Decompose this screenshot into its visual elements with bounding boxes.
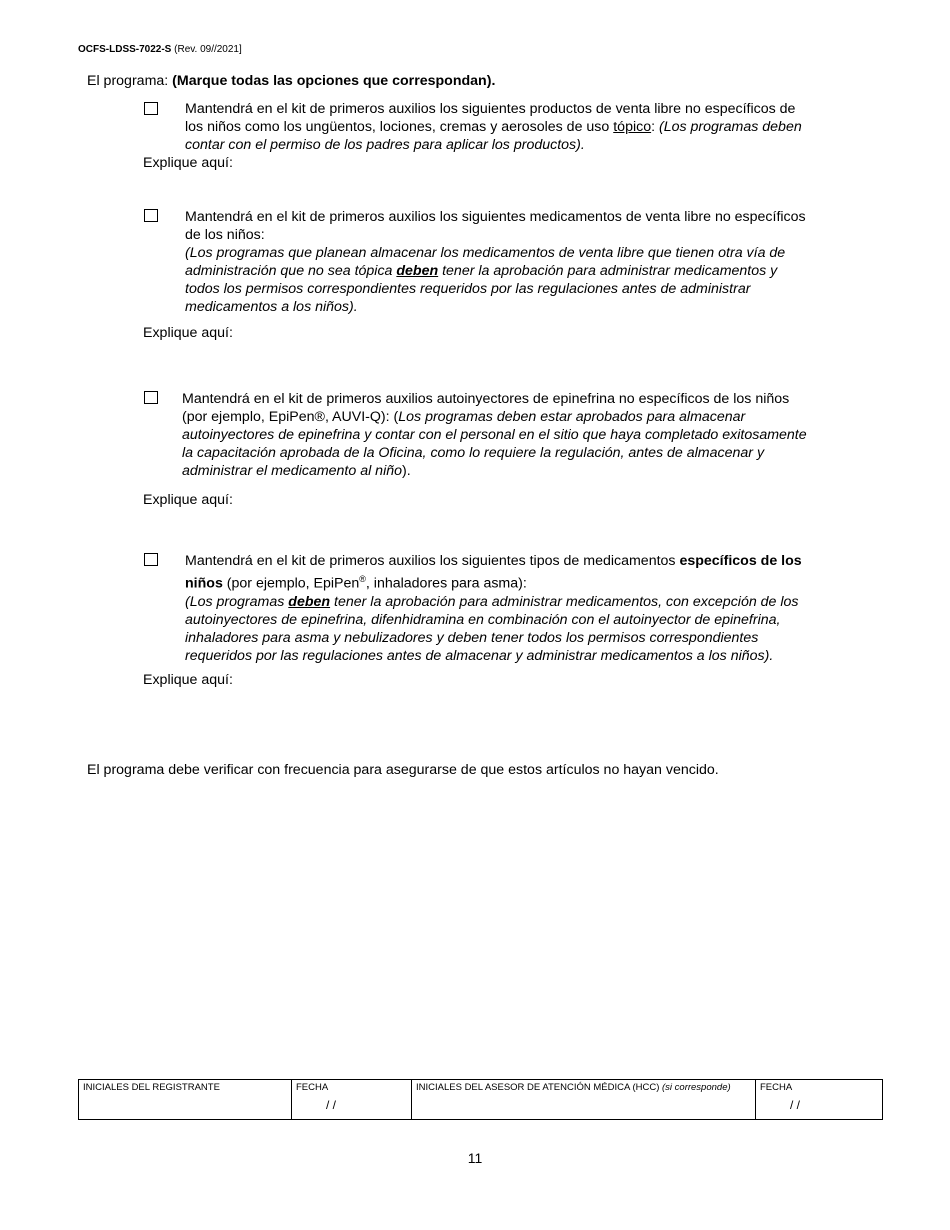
date-cell-1[interactable] bbox=[292, 1080, 412, 1120]
explain-label: Explique aquí: bbox=[143, 325, 233, 341]
checkbox-otc-topical[interactable] bbox=[144, 102, 158, 115]
item-line: niños (por ejemplo, EpiPen®, inhaladores para asma): bbox=[185, 574, 527, 592]
item-line: contar con el permiso de los padres para aplicar los productos). bbox=[185, 137, 585, 153]
expiration-note: El programa debe verificar con frecuencia para asegurarse de que estos artículos no hayan vencido. bbox=[87, 762, 719, 778]
hcc-initials-label: INICIALES DEL ASESOR DE ATENCIÓN MÉDICA (HCC) bbox=[416, 1082, 660, 1093]
item-line: (por ejemplo, EpiPen®, AUVI-Q): (Los programas deben estar aprobados para almacenar bbox=[182, 409, 746, 425]
registrant-initials-label: INICIALES DEL REGISTRANTE bbox=[83, 1082, 220, 1093]
date-label: FECHA bbox=[760, 1082, 793, 1093]
item-line: Mantendrá en el kit de primeros auxilios los siguientes medicamentos de venta libre no específicos bbox=[185, 209, 806, 225]
item-line: autoinyectores de epinefrina y contar con el personal en el sitio que haya completado exitosamente bbox=[182, 427, 807, 443]
item-line: todos los permisos correspondientes requeridos por las regulaciones antes de administrar bbox=[185, 281, 751, 297]
item-line: autoinyectores de epinefrina, difenhidramina en combinación con el autoinyector de epinefrina, bbox=[185, 611, 781, 628]
item-line: inhaladores para asma y nebulizadores y deben tener todos los permisos correspondientes bbox=[185, 629, 759, 646]
item-line: Mantendrá en el kit de primeros auxilios los siguientes tipos de medicamentos específicos de los bbox=[185, 553, 802, 569]
item-child-specific bbox=[185, 552, 802, 665]
item-line: la capacitación aprobada de la Oficina, como lo requiere la regulación, antes de almacenar y bbox=[182, 445, 765, 461]
intro-instruction: (Marque todas las opciones que correspondan). bbox=[172, 73, 496, 89]
item-line: (Los programas deben tener la aprobación para administrar medicamentos, con excepción de los bbox=[185, 593, 799, 610]
item-line: medicamentos a los niños). bbox=[185, 299, 358, 315]
item-line: (Los programas que planean almacenar los medicamentos de venta libre que tienen otra vía de bbox=[185, 245, 786, 261]
form-code-header bbox=[78, 44, 242, 55]
item-otc-topical bbox=[185, 100, 802, 154]
signoff-table bbox=[78, 1079, 883, 1120]
intro-lead: El programa: bbox=[87, 73, 169, 89]
explain-label: Explique aquí: bbox=[143, 155, 233, 171]
hcc-note: (si corresponde) bbox=[662, 1082, 731, 1093]
item-line: administración que no sea tópica deben tener la aprobación para administrar medicamentos y bbox=[185, 263, 778, 279]
form-revision: (Rev. 09//2021] bbox=[174, 44, 242, 55]
item-line: requeridos por las regulaciones antes de almacenar y administrar medicamentos a los niños). bbox=[185, 647, 774, 664]
date-slashes: / / bbox=[326, 1098, 337, 1112]
date-cell-2[interactable] bbox=[756, 1080, 883, 1120]
item-line: Mantendrá en el kit de primeros auxilios autoinyectores de epinefrina no específicos de los niños bbox=[182, 391, 790, 407]
checkbox-epinephrine[interactable] bbox=[144, 391, 158, 404]
page-number: 11 bbox=[467, 1150, 483, 1166]
item-line: los niños como los ungüentos, lociones, cremas y aerosoles de uso tópico: (Los programas deben bbox=[185, 119, 802, 135]
explain-label: Explique aquí: bbox=[143, 492, 233, 508]
hcc-initials-cell[interactable] bbox=[412, 1080, 756, 1120]
registrant-initials-cell[interactable] bbox=[79, 1080, 292, 1120]
explain-label: Explique aquí: bbox=[143, 672, 233, 688]
checkbox-child-specific[interactable] bbox=[144, 553, 158, 566]
program-intro bbox=[87, 73, 495, 89]
item-epinephrine bbox=[182, 390, 807, 480]
item-line: Mantendrá en el kit de primeros auxilios los siguientes productos de venta libre no específicos de bbox=[185, 101, 796, 117]
date-label: FECHA bbox=[296, 1082, 329, 1093]
item-line: administrar el medicamento al niño). bbox=[182, 463, 411, 479]
checkbox-otc-medications[interactable] bbox=[144, 209, 158, 222]
item-otc-medications bbox=[185, 208, 806, 316]
form-code: OCFS-LDSS-7022-S bbox=[78, 44, 172, 55]
item-line: de los niños: bbox=[185, 227, 265, 243]
date-slashes: / / bbox=[790, 1098, 801, 1112]
